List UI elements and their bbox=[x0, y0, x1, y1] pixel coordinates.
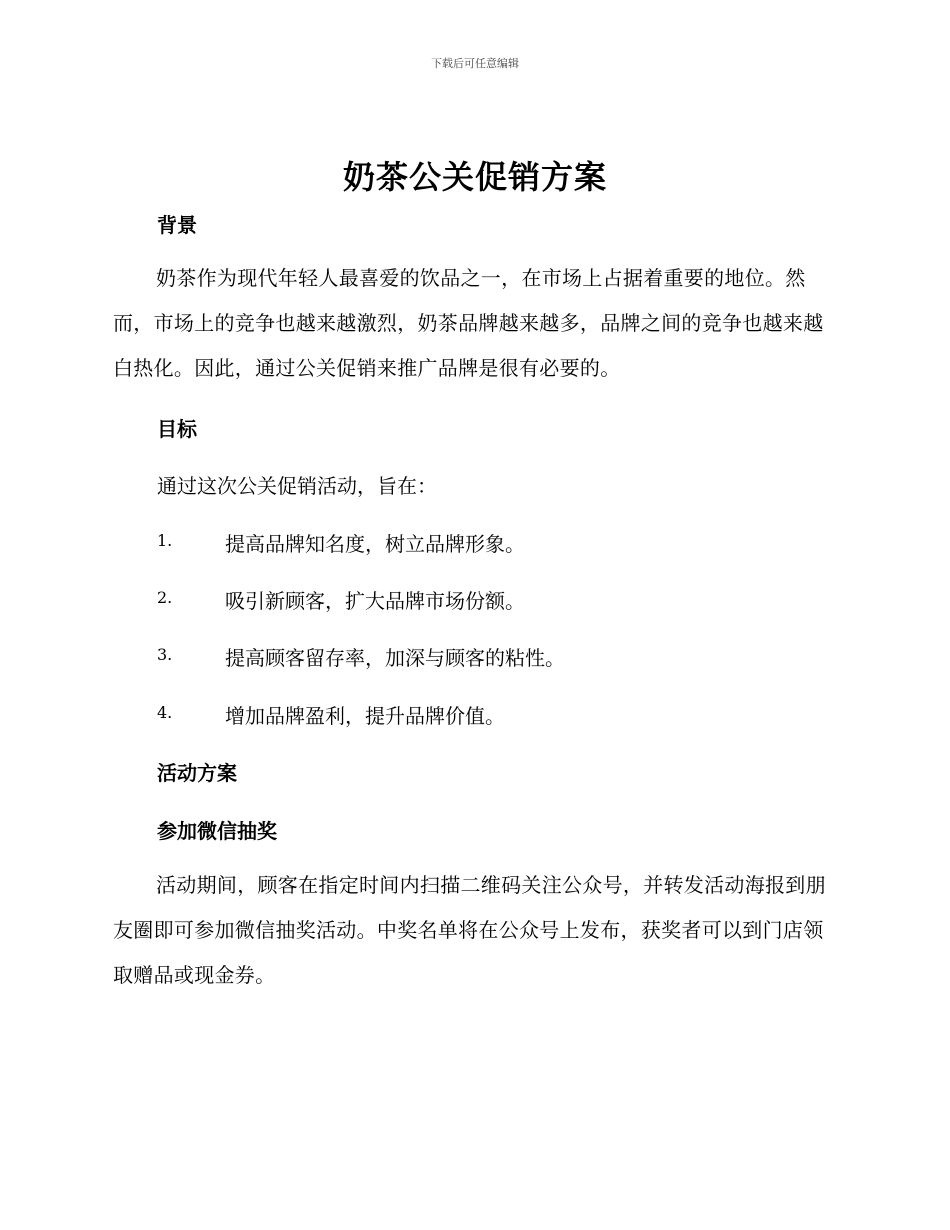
plan-paragraph: 活动期间，顾客在指定时间内扫描二维码关注公众号，并转发活动海报到朋友圈即可参加微信抽奖活动。中奖名单将在公众号上发布，获奖者可以到门店领取赠品或现金券。 bbox=[113, 873, 826, 987]
list-item-number: 2. bbox=[157, 588, 173, 607]
background-paragraph: 奶茶作为现代年轻人最喜爱的饮品之一，在市场上占据着重要的地位。然而，市场上的竞争也越来越激烈，奶茶品牌越来越多，品牌之间的竞争也越来越白热化。因此，通过公关促销来推广品牌是很有必要的。 bbox=[113, 266, 824, 380]
list-item-text: 增加品牌盈利，提升品牌价值。 bbox=[225, 704, 505, 728]
list-item-text: 提高品牌知名度，树立品牌形象。 bbox=[225, 532, 525, 556]
section-heading-goals: 目标 bbox=[157, 417, 197, 441]
list-item-number: 1. bbox=[157, 531, 173, 550]
list-item-text: 提高顾客留存率，加深与顾客的粘性。 bbox=[225, 646, 565, 670]
header-note: 下载后可任意编辑 bbox=[431, 57, 519, 70]
list-item-number: 3. bbox=[157, 645, 173, 664]
document-title: 奶茶公关促销方案 bbox=[342, 158, 607, 196]
subheading-wechat-lottery: 参加微信抽奖 bbox=[157, 819, 277, 843]
list-item-text: 吸引新顾客，扩大品牌市场份额。 bbox=[225, 589, 525, 613]
section-heading-background: 背景 bbox=[157, 213, 197, 237]
section-heading-plan: 活动方案 bbox=[157, 761, 237, 785]
goals-intro: 通过这次公关促销活动，旨在： bbox=[157, 474, 437, 498]
list-item-number: 4. bbox=[157, 703, 173, 722]
